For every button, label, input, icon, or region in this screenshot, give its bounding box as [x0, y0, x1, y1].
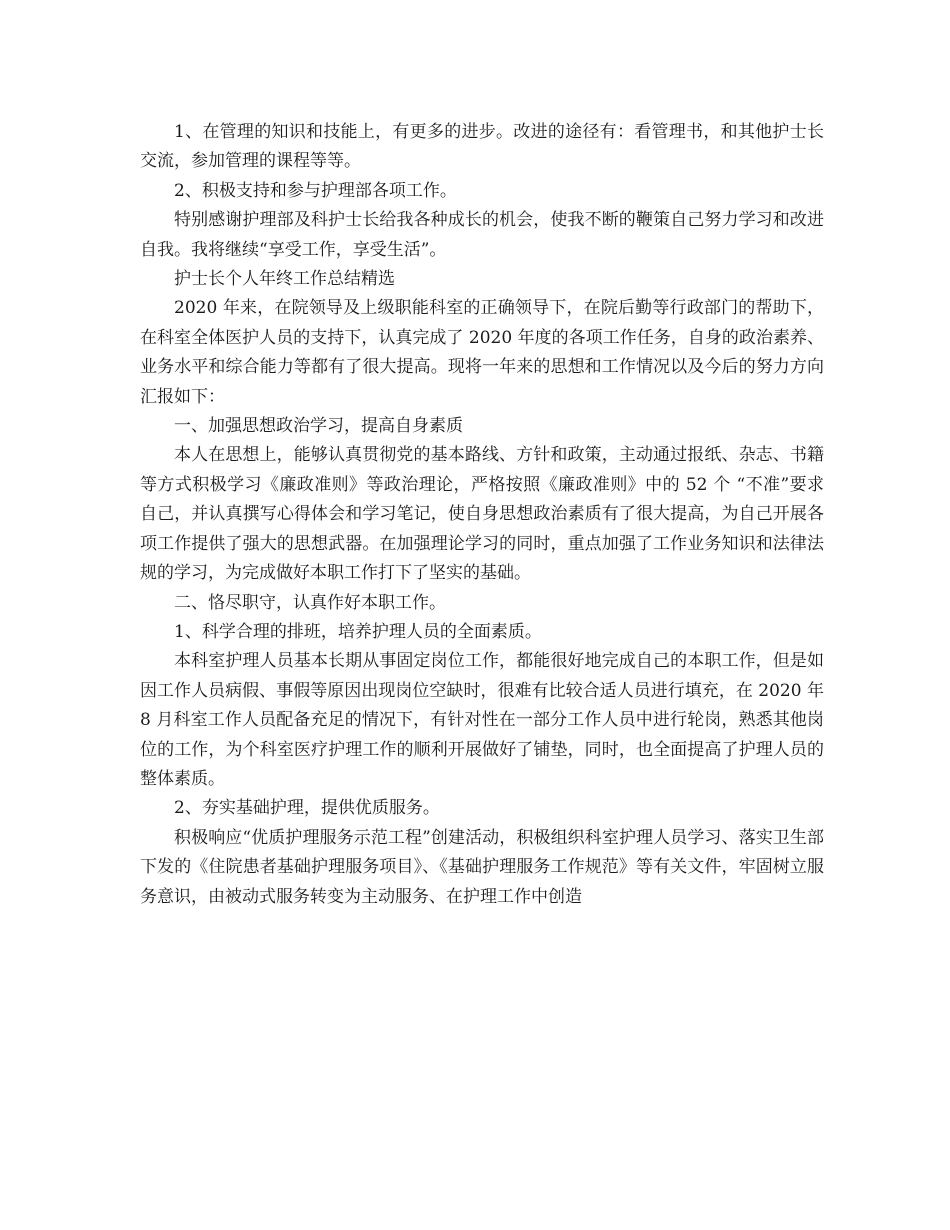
paragraph: 2020 年来，在院领导及上级职能科室的正确领导下，在院后勤等行政部门的帮助下，在科室全体医护人员的支持下，认真完成了 2020 年度的各项工作任务，自身的政治素养、业务水平和综合能力等都有了很大提高。现将一年来的思想和工作情况以及今后的努力方向汇报如下：: [140, 298, 824, 407]
section-heading: 一、加强思想政治学习，提高自身素质: [174, 416, 463, 437]
paragraph: 2、积极支持和参与护理部各项工作。: [174, 180, 457, 201]
subsection-heading: 1、科学合理的排班，培养护理人员的全面素质。: [174, 621, 542, 642]
paragraph: 本科室护理人员基本长期从事固定岗位工作，都能很好地完成自己的本职工作，但是如因工作人员病假、事假等原因出现岗位空缺时，很难有比较合适人员进行填充，在 2020 年 8 月科室工作人员配备充足的情况下，有针对性在一部分工作人员中进行轮岗，熟悉其他岗位的工作，为个科室医疗护理工作的顺利开展做好了铺垫，同时，也全面提高了护理人员的整体素质。: [140, 651, 824, 789]
paragraph: 本人在思想上，能够认真贯彻党的基本路线、方针和政策，主动通过报纸、杂志、书籍等方式积极学习《廉政准则》等政治理论，严格按照《廉政准则》中的 52 个 “不准”要求自己，并认真撰写心得体会和学习笔记，使自身思想政治素质有了很大提高，为自己开展各项工作提供了强大的思想武器。在加强理论学习的同时，重点加强了工作业务知识和法律法规的学习，为完成做好本职工作打下了坚实的基础。: [140, 445, 824, 584]
section-title: 护士长个人年终工作总结精选: [174, 269, 395, 290]
section-heading: 二、恪尽职守，认真作好本职工作。: [174, 592, 446, 613]
document-body: [140, 118, 824, 912]
paragraph: 1、在管理的知识和技能上，有更多的进步。改进的途径有：看管理书，和其他护士长交流，参加管理的课程等等。: [140, 122, 824, 172]
subsection-heading: 2、夯实基础护理，提供优质服务。: [174, 798, 440, 819]
paragraph: 积极响应“优质护理服务示范工程”创建活动，积极组织科室护理人员学习、落实卫生部下发的《住院患者基础护理服务项目》、《基础护理服务工作规范》等有关文件，牢固树立服务意识，由被动式服务转变为主动服务、在护理工作中创造: [140, 827, 824, 907]
paragraph: 特别感谢护理部及科护士长给我各种成长的机会，使我不断的鞭策自己努力学习和改进自我。我将继续“享受工作，享受生活”。: [140, 210, 824, 260]
